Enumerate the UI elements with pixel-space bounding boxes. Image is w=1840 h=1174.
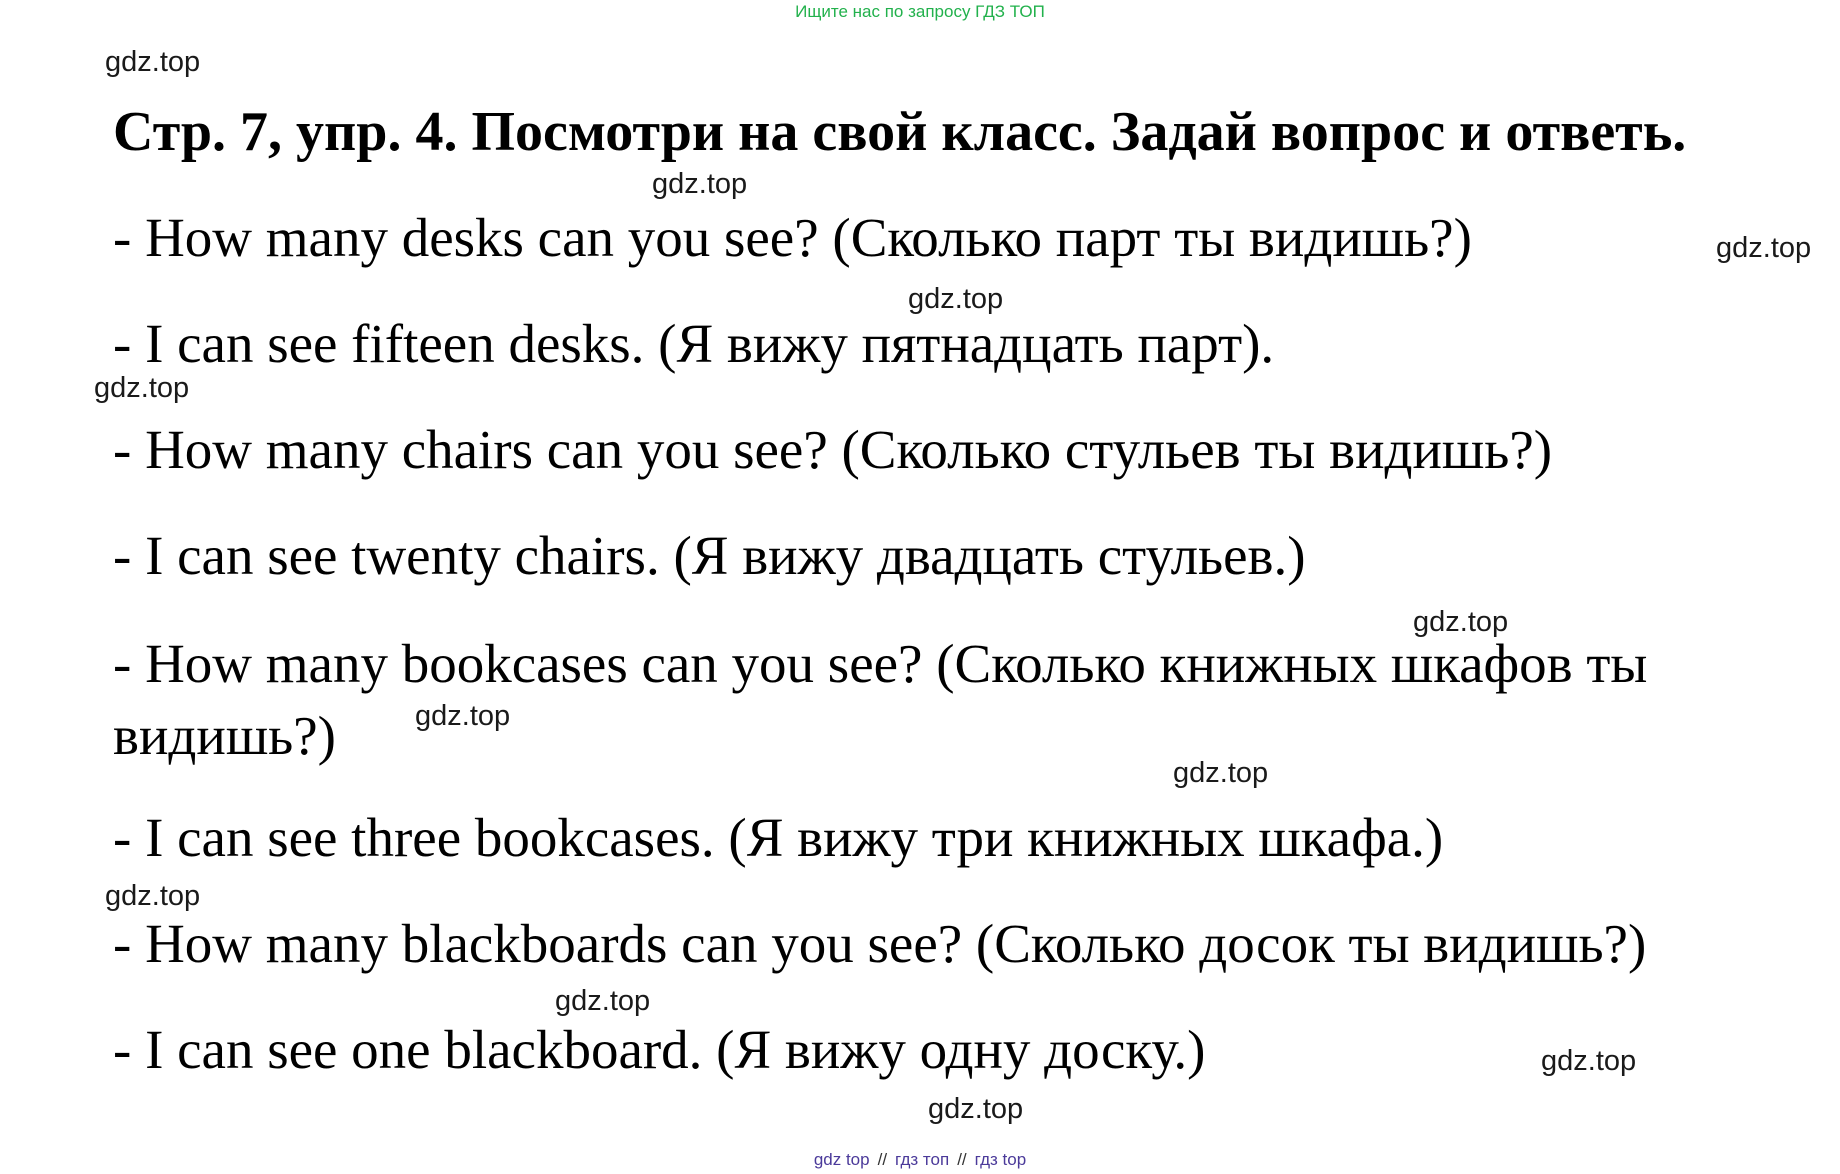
dialog-line-6: - I can see three bookcases. (Я вижу три книжных шкафа.)	[113, 807, 1444, 868]
dialog-line-2: - I can see fifteen desks. (Я вижу пятнадцать парт).	[113, 313, 1275, 374]
watermark: gdz.top	[1173, 757, 1269, 789]
watermark: gdz.top	[555, 985, 651, 1017]
top-banner[interactable]: Ищите нас по запросу ГДЗ ТОП	[795, 2, 1045, 21]
footer-link-gdz-top-mixed[interactable]: гдз top	[974, 1150, 1027, 1169]
watermark: gdz.top	[652, 168, 748, 200]
watermark: gdz.top	[105, 880, 201, 912]
dialog-line-4: - I can see twenty chairs. (Я вижу двадцать стульев.)	[113, 525, 1306, 586]
exercise-title: Стр. 7, упр. 4. Посмотри на свой класс. Задай вопрос и ответь.	[113, 101, 1687, 163]
dialog-line-1: - How many desks can you see? (Сколько парт ты видишь?)	[113, 207, 1472, 268]
footer-separator: //	[877, 1150, 888, 1169]
watermark: gdz.top	[1541, 1045, 1637, 1077]
dialog-line-3: - How many chairs can you see? (Сколько стульев ты видишь?)	[113, 419, 1553, 480]
dialog-line-5: - How many bookcases can you see? (Сколько книжных шкафов ты видишь?)	[113, 633, 1648, 766]
watermark: gdz.top	[105, 46, 201, 78]
watermark: gdz.top	[908, 283, 1004, 315]
footer-separator: //	[957, 1150, 967, 1169]
footer-link-gdz-top-ru[interactable]: гдз топ	[895, 1150, 950, 1169]
watermark: gdz.top	[1413, 606, 1509, 638]
footer-link-gdz-top[interactable]: gdz top	[813, 1150, 870, 1169]
watermark: gdz.top	[415, 700, 511, 732]
watermark: gdz.top	[928, 1093, 1024, 1125]
dialog-line-8: - I can see one blackboard. (Я вижу одну доску.)	[113, 1019, 1206, 1080]
watermark: gdz.top	[94, 372, 190, 404]
footer-links	[0, 1150, 1840, 1170]
watermark: gdz.top	[1716, 232, 1812, 264]
dialog-line-7: - How many blackboards can you see? (Сколько досок ты видишь?)	[113, 913, 1647, 974]
